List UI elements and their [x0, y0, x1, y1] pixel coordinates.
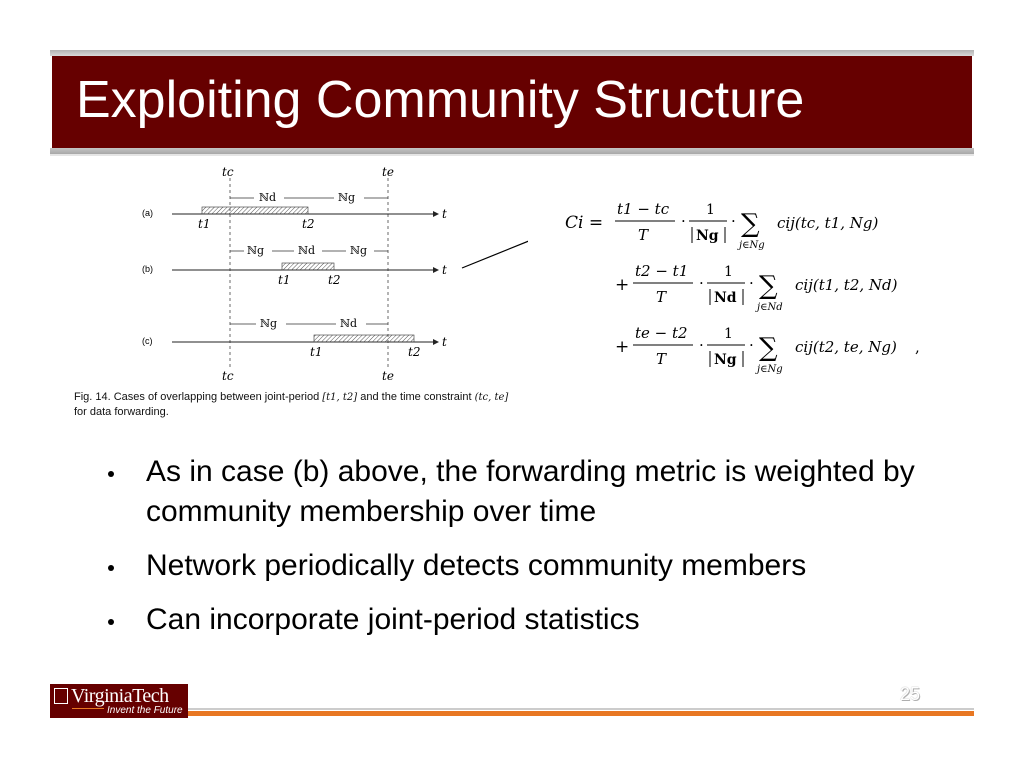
- caption-middle: and the time constraint: [360, 391, 472, 403]
- case-a-joint-period: [202, 207, 308, 214]
- case-b-interval-2: ℕd: [298, 244, 316, 257]
- term-1-sum-symbol: ∑: [741, 209, 760, 239]
- virginia-tech-logo: [50, 684, 188, 718]
- caption-constraint: (tc, te]: [474, 392, 509, 403]
- case-c-label: (c): [142, 336, 153, 346]
- case-c-joint-period: [314, 335, 414, 342]
- case-b-interval-3: ℕg: [350, 244, 368, 257]
- case-b-joint-period: [282, 263, 334, 270]
- case-c-t1-label: t1: [310, 345, 323, 359]
- case-c-t2-label: t2: [408, 345, 421, 359]
- bullet-text: Network periodically detects community members: [146, 549, 807, 582]
- term-3-sign: +: [615, 337, 630, 357]
- caption-prefix: Fig. 14. Cases of overlapping between joint-period: [74, 391, 320, 403]
- term-2-sum-symbol: ∑: [759, 271, 778, 301]
- svg-text:·: ·: [731, 212, 736, 230]
- tc-top-label: tc: [222, 165, 234, 179]
- shield-icon: [54, 688, 68, 704]
- logo-accent-line: [72, 708, 104, 709]
- term-2-set: Nd: [714, 290, 737, 306]
- case-a-t1-label: t1: [198, 217, 211, 231]
- title-accent-rule: [50, 154, 974, 156]
- term-3-sum-symbol: ∑: [759, 333, 778, 363]
- formula-lhs: Ci =: [565, 213, 604, 233]
- footer-grey-rule: [188, 708, 974, 710]
- term-3-trail: ,: [915, 338, 920, 356]
- timeline-diagram: [68, 158, 528, 422]
- term-3-numerator: te − t2: [635, 324, 688, 342]
- bullet-item: [96, 546, 976, 586]
- term-3-sum-index: j∈Ng: [757, 364, 783, 375]
- svg-text:1: 1: [724, 326, 733, 342]
- case-a-t-label: t: [442, 207, 447, 221]
- svg-text:·: ·: [749, 336, 754, 354]
- term-3-function: cij(t2, te, Ng): [795, 338, 897, 356]
- term-2-sign: +: [615, 275, 630, 295]
- te-top-label: te: [382, 165, 394, 179]
- logo-tagline: Invent the Future: [107, 705, 183, 716]
- overlap-figure: [68, 158, 528, 422]
- slide-title: Exploiting Community Structure: [76, 71, 805, 129]
- term-2-sum-index: j∈Nd: [757, 302, 783, 313]
- bullet-text: As in case (b) above, the forwarding metric is weighted by community membership over time: [146, 455, 915, 528]
- case-a-interval-2: ℕg: [338, 191, 356, 204]
- svg-text:·: ·: [681, 212, 686, 230]
- bullet-item: [96, 600, 976, 640]
- figure-caption: [74, 390, 524, 419]
- case-c-interval-2: ℕd: [340, 317, 358, 330]
- case-b-t2-label: t2: [328, 273, 341, 287]
- term-3-set: Ng: [714, 352, 737, 368]
- pointer-arrow: [462, 230, 528, 268]
- caption-interval: [t1, t2]: [322, 392, 358, 403]
- case-c-interval-1: ℕg: [260, 317, 278, 330]
- logo-name: VirginiaTech: [71, 685, 169, 707]
- term-1-denominator: T: [638, 226, 649, 244]
- svg-text:·: ·: [749, 274, 754, 292]
- caption-suffix: for data forwarding.: [74, 406, 169, 418]
- tc-bottom-label: tc: [222, 369, 234, 383]
- bullet-dot: [108, 619, 114, 625]
- page-number: 25: [900, 684, 921, 704]
- case-b-t1-label: t1: [278, 273, 291, 287]
- bullet-text: Can incorporate joint-period statistics: [146, 603, 640, 636]
- term-3-denominator: T: [656, 350, 667, 368]
- term-1-set: Ng: [696, 228, 719, 244]
- te-bottom-label: te: [382, 369, 394, 383]
- svg-text:1: 1: [706, 202, 715, 218]
- svg-text:·: ·: [699, 336, 704, 354]
- formula-svg: [565, 190, 925, 380]
- case-b-label: (b): [142, 264, 153, 274]
- bullet-dot: [108, 565, 114, 571]
- case-b-t-label: t: [442, 263, 447, 277]
- title-bar: [50, 50, 974, 156]
- term-2-denominator: T: [656, 288, 667, 306]
- bullet-list: [96, 452, 976, 654]
- footer-orange-rule: [188, 711, 974, 716]
- case-c-t-label: t: [442, 335, 447, 349]
- case-a-label: (a): [142, 208, 153, 218]
- term-2-numerator: t2 − t1: [635, 262, 689, 280]
- svg-text:·: ·: [699, 274, 704, 292]
- term-1-numerator: t1 − tc: [617, 200, 670, 218]
- case-b-interval-1: ℕg: [247, 244, 265, 257]
- case-a-t2-label: t2: [302, 217, 315, 231]
- term-1-function: cij(tc, t1, Ng): [777, 214, 879, 232]
- term-1-sum-index: j∈Ng: [739, 240, 765, 251]
- forwarding-metric-formula: [565, 190, 925, 380]
- bullet-item: [96, 452, 976, 532]
- case-a-interval-1: ℕd: [259, 191, 277, 204]
- bullet-dot: [108, 471, 114, 477]
- term-2-function: cij(t1, t2, Nd): [795, 276, 898, 294]
- svg-text:1: 1: [724, 264, 733, 280]
